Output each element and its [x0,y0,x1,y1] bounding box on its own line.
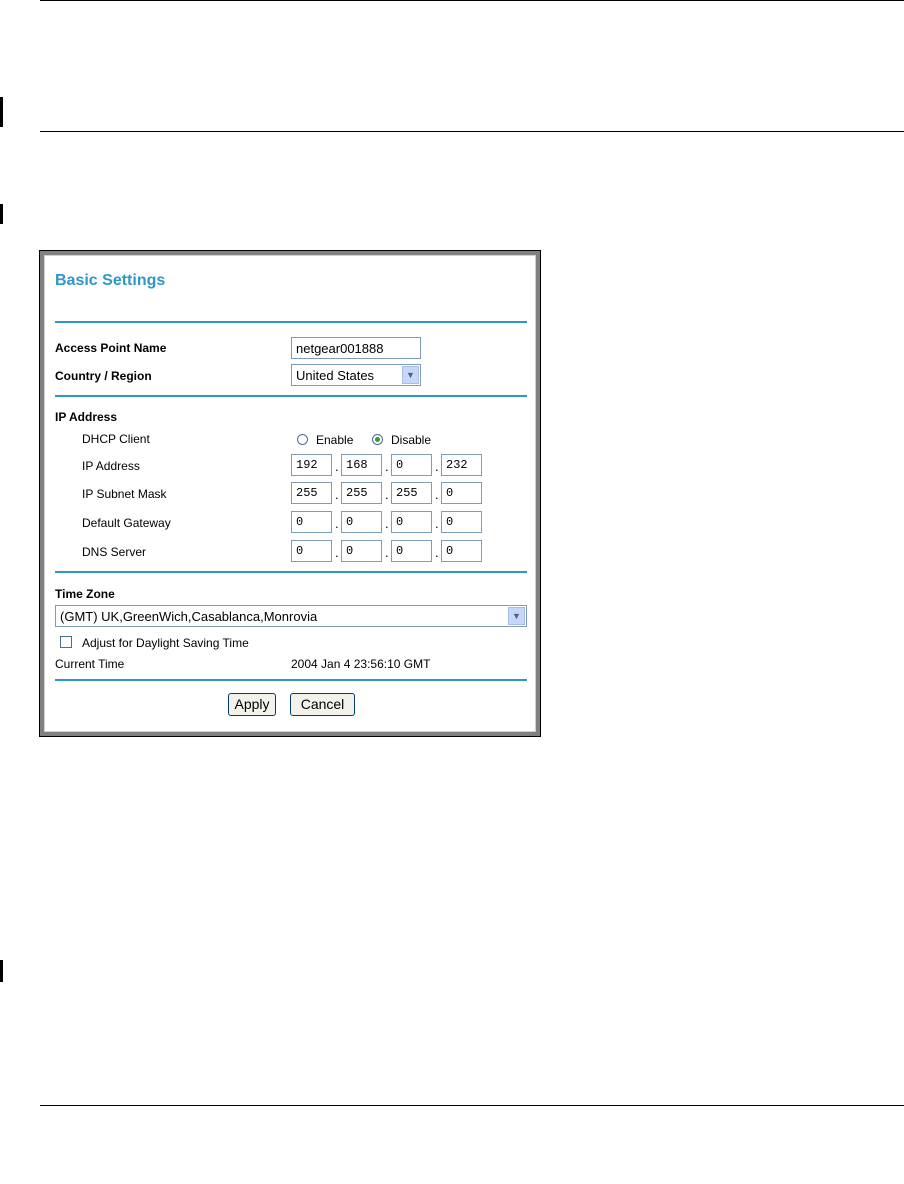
divider [55,395,527,397]
dst-label[interactable]: Adjust for Daylight Saving Time [82,636,249,650]
time-zone-value: (GMT) UK,GreenWich,Casablanca,Monrovia [60,609,318,624]
gateway-octet-3[interactable]: 0 [391,511,432,533]
octet-dot: . [335,459,339,474]
gateway-octet-4[interactable]: 0 [441,511,482,533]
access-point-name-input[interactable]: netgear001888 [291,337,421,359]
octet-dot: . [435,487,439,502]
current-time-label: Current Time [55,657,125,671]
country-select-value: United States [296,368,375,383]
ip-octet-4[interactable]: 232 [441,454,482,476]
time-zone-heading: Time Zone [55,587,115,601]
divider [55,321,527,323]
octet-dot: . [335,487,339,502]
country-label: Country / Region [55,369,152,383]
gateway-octet-1[interactable]: 0 [291,511,332,533]
country-select[interactable] [291,364,421,386]
octet-dot: . [435,516,439,531]
time-zone-select[interactable] [55,605,527,627]
top-rule [40,0,904,1]
divider [55,679,527,681]
octet-dot: . [335,516,339,531]
cancel-button[interactable]: Cancel [290,693,355,716]
subnet-octet-3[interactable]: 255 [391,482,432,504]
octet-dot: . [385,545,389,560]
octet-dot: . [335,545,339,560]
dns-octet-3[interactable]: 0 [391,540,432,562]
page-title: Basic Settings [55,272,166,289]
dhcp-disable-label[interactable]: Disable [391,433,432,447]
octet-dot: . [435,459,439,474]
access-point-label: Access Point Name [55,341,167,355]
ip-address-label: IP Address [82,459,140,473]
margin-bar [0,204,3,224]
dns-octet-1[interactable]: 0 [291,540,332,562]
dns-octet-2[interactable]: 0 [341,540,382,562]
bottom-rule [40,1105,904,1106]
gateway-octet-2[interactable]: 0 [341,511,382,533]
octet-dot: . [385,459,389,474]
dhcp-enable-label[interactable]: Enable [316,433,354,447]
octet-dot: . [385,487,389,502]
subnet-mask-label: IP Subnet Mask [82,487,167,501]
gateway-label: Default Gateway [82,516,171,530]
octet-dot: . [385,516,389,531]
dhcp-disable-radio[interactable] [372,434,383,445]
dhcp-enable-radio[interactable] [297,434,308,445]
chevron-down-icon[interactable]: ▼ [508,607,525,625]
subnet-octet-2[interactable]: 255 [341,482,382,504]
ip-octet-3[interactable]: 0 [391,454,432,476]
octet-dot: . [435,545,439,560]
section-rule [40,131,904,132]
current-time-value: 2004 Jan 4 23:56:10 GMT [291,657,431,671]
dhcp-label: DHCP Client [82,432,150,446]
dst-checkbox[interactable] [60,636,72,648]
dns-octet-4[interactable]: 0 [441,540,482,562]
subnet-octet-4[interactable]: 0 [441,482,482,504]
basic-settings-form [44,255,536,732]
dns-label: DNS Server [82,545,147,559]
radio-selected-dot [375,437,380,442]
margin-bar [0,97,3,127]
apply-button[interactable]: Apply [228,693,276,716]
ip-section-heading: IP Address [55,410,118,424]
subnet-octet-1[interactable]: 255 [291,482,332,504]
divider [55,571,527,573]
ip-octet-1[interactable]: 192 [291,454,332,476]
ip-octet-2[interactable]: 168 [341,454,382,476]
basic-settings-window [39,250,541,737]
margin-bar [0,960,3,982]
chevron-down-icon[interactable]: ▼ [402,366,419,384]
